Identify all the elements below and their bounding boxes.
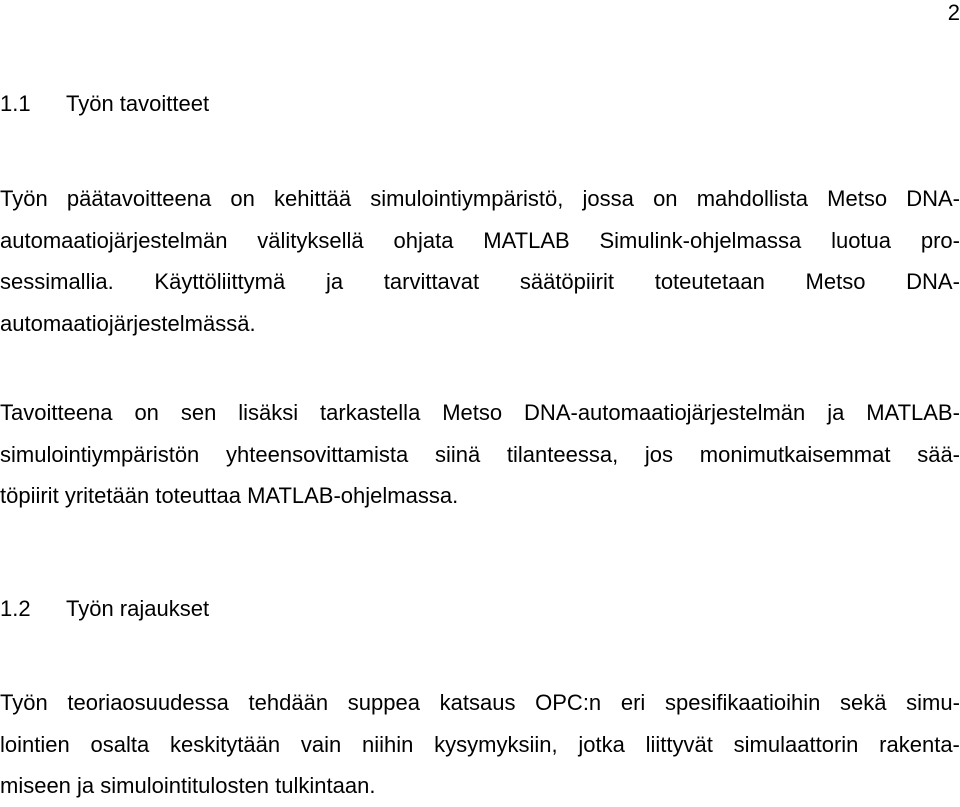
word: sekä: [840, 690, 887, 715]
text-line: [0, 220, 960, 262]
section-heading-rajaukset: [0, 596, 209, 622]
word: DNA-: [906, 269, 960, 294]
word: tulkintaan.: [275, 773, 376, 798]
word: DNA-automaatiojärjestelmän: [524, 400, 806, 425]
word: tilanteessa,: [506, 441, 619, 467]
text-line: [0, 178, 960, 220]
word: rakenta-: [879, 731, 960, 757]
word: OPC:n: [535, 690, 602, 715]
word: tarvittavat: [383, 269, 480, 294]
text-line: [0, 434, 960, 476]
text-line: [0, 724, 960, 766]
word: spesifikaatioihin: [665, 690, 821, 715]
word: luotua: [831, 227, 892, 253]
word: mahdollista: [696, 186, 808, 211]
word: Metso: [827, 186, 888, 211]
word: Metso: [805, 269, 866, 294]
word: Tavoitteena: [0, 400, 113, 425]
word: toteuttaa: [155, 483, 241, 508]
paragraph-rajaukset-1: [0, 682, 960, 807]
word: Simulink-ohjelmassa: [599, 227, 802, 253]
word: niihin: [361, 731, 414, 757]
word: pro-: [920, 227, 960, 253]
word: katsaus: [439, 690, 516, 715]
word: miseen: [0, 773, 71, 798]
section-title: Työn rajaukset: [66, 596, 210, 621]
word: ja: [827, 400, 845, 425]
text-line: [0, 765, 960, 807]
word: on: [230, 186, 255, 211]
word: jos: [644, 441, 674, 467]
word: kehittää: [274, 186, 352, 211]
word: liittyvät: [645, 731, 713, 757]
word: simulointiympäristö,: [370, 186, 564, 211]
word: monimutkaisemmat: [699, 441, 891, 467]
word: MATLAB-ohjelmassa.: [247, 483, 459, 508]
word: automaatiojärjestelmässä.: [0, 310, 256, 336]
section-number: 1.2: [0, 596, 31, 621]
word: töpiirit: [0, 483, 59, 508]
word: Käyttöliittymä: [154, 269, 286, 294]
word: Työn: [0, 186, 48, 211]
word: vain: [300, 731, 342, 757]
word: simulaattorin: [733, 731, 859, 757]
word: siinä: [434, 441, 481, 467]
word: on: [134, 400, 159, 425]
word: säätöpiirit: [519, 269, 614, 294]
section-heading-tavoitteet: [0, 91, 209, 117]
word: päätavoitteena: [66, 186, 212, 211]
word: simu-: [906, 690, 960, 715]
word: teoriaosuudessa: [67, 690, 229, 715]
word: ohjata: [393, 227, 454, 253]
word: keskitytään: [170, 731, 281, 757]
word: simulointitulosten: [100, 773, 270, 798]
text-line: [0, 475, 960, 517]
word: on: [653, 186, 678, 211]
paragraph-tavoitteet-1: [0, 178, 960, 344]
word: toteutetaan: [654, 269, 765, 294]
text-line: [0, 392, 960, 434]
word: välityksellä: [257, 227, 364, 253]
word: jotka: [578, 731, 625, 757]
word: yritetään: [64, 483, 150, 508]
word: Työn: [0, 690, 48, 715]
word: MATLAB-: [866, 400, 960, 425]
text-line: [0, 682, 960, 724]
word: sen: [180, 400, 217, 425]
text-line: [0, 303, 960, 345]
section-title: Työn tavoitteet: [66, 91, 210, 116]
word: sessimallia.: [0, 269, 114, 294]
word: tarkastella: [320, 400, 421, 425]
word: ja: [325, 269, 344, 294]
word: automaatiojärjestelmän: [0, 227, 228, 253]
text-line: [0, 261, 960, 303]
word: ja: [77, 773, 95, 798]
word: DNA-: [906, 186, 960, 211]
word: osalta: [90, 731, 150, 757]
word: lisäksi: [238, 400, 299, 425]
word: MATLAB: [483, 227, 570, 253]
word: sää-: [917, 441, 960, 467]
paragraph-tavoitteet-2: [0, 392, 960, 517]
word: yhteensovittamista: [226, 441, 409, 467]
page-number: 2: [947, 0, 960, 25]
section-number: 1.1: [0, 91, 31, 116]
word: eri: [620, 690, 646, 715]
word: kysymyksiin,: [434, 731, 558, 757]
word: Metso: [442, 400, 503, 425]
word: tehdään: [248, 690, 329, 715]
word: simulointiympäristön: [0, 441, 200, 467]
word: suppea: [347, 690, 420, 715]
word: jossa: [582, 186, 634, 211]
word: lointien: [0, 731, 70, 757]
